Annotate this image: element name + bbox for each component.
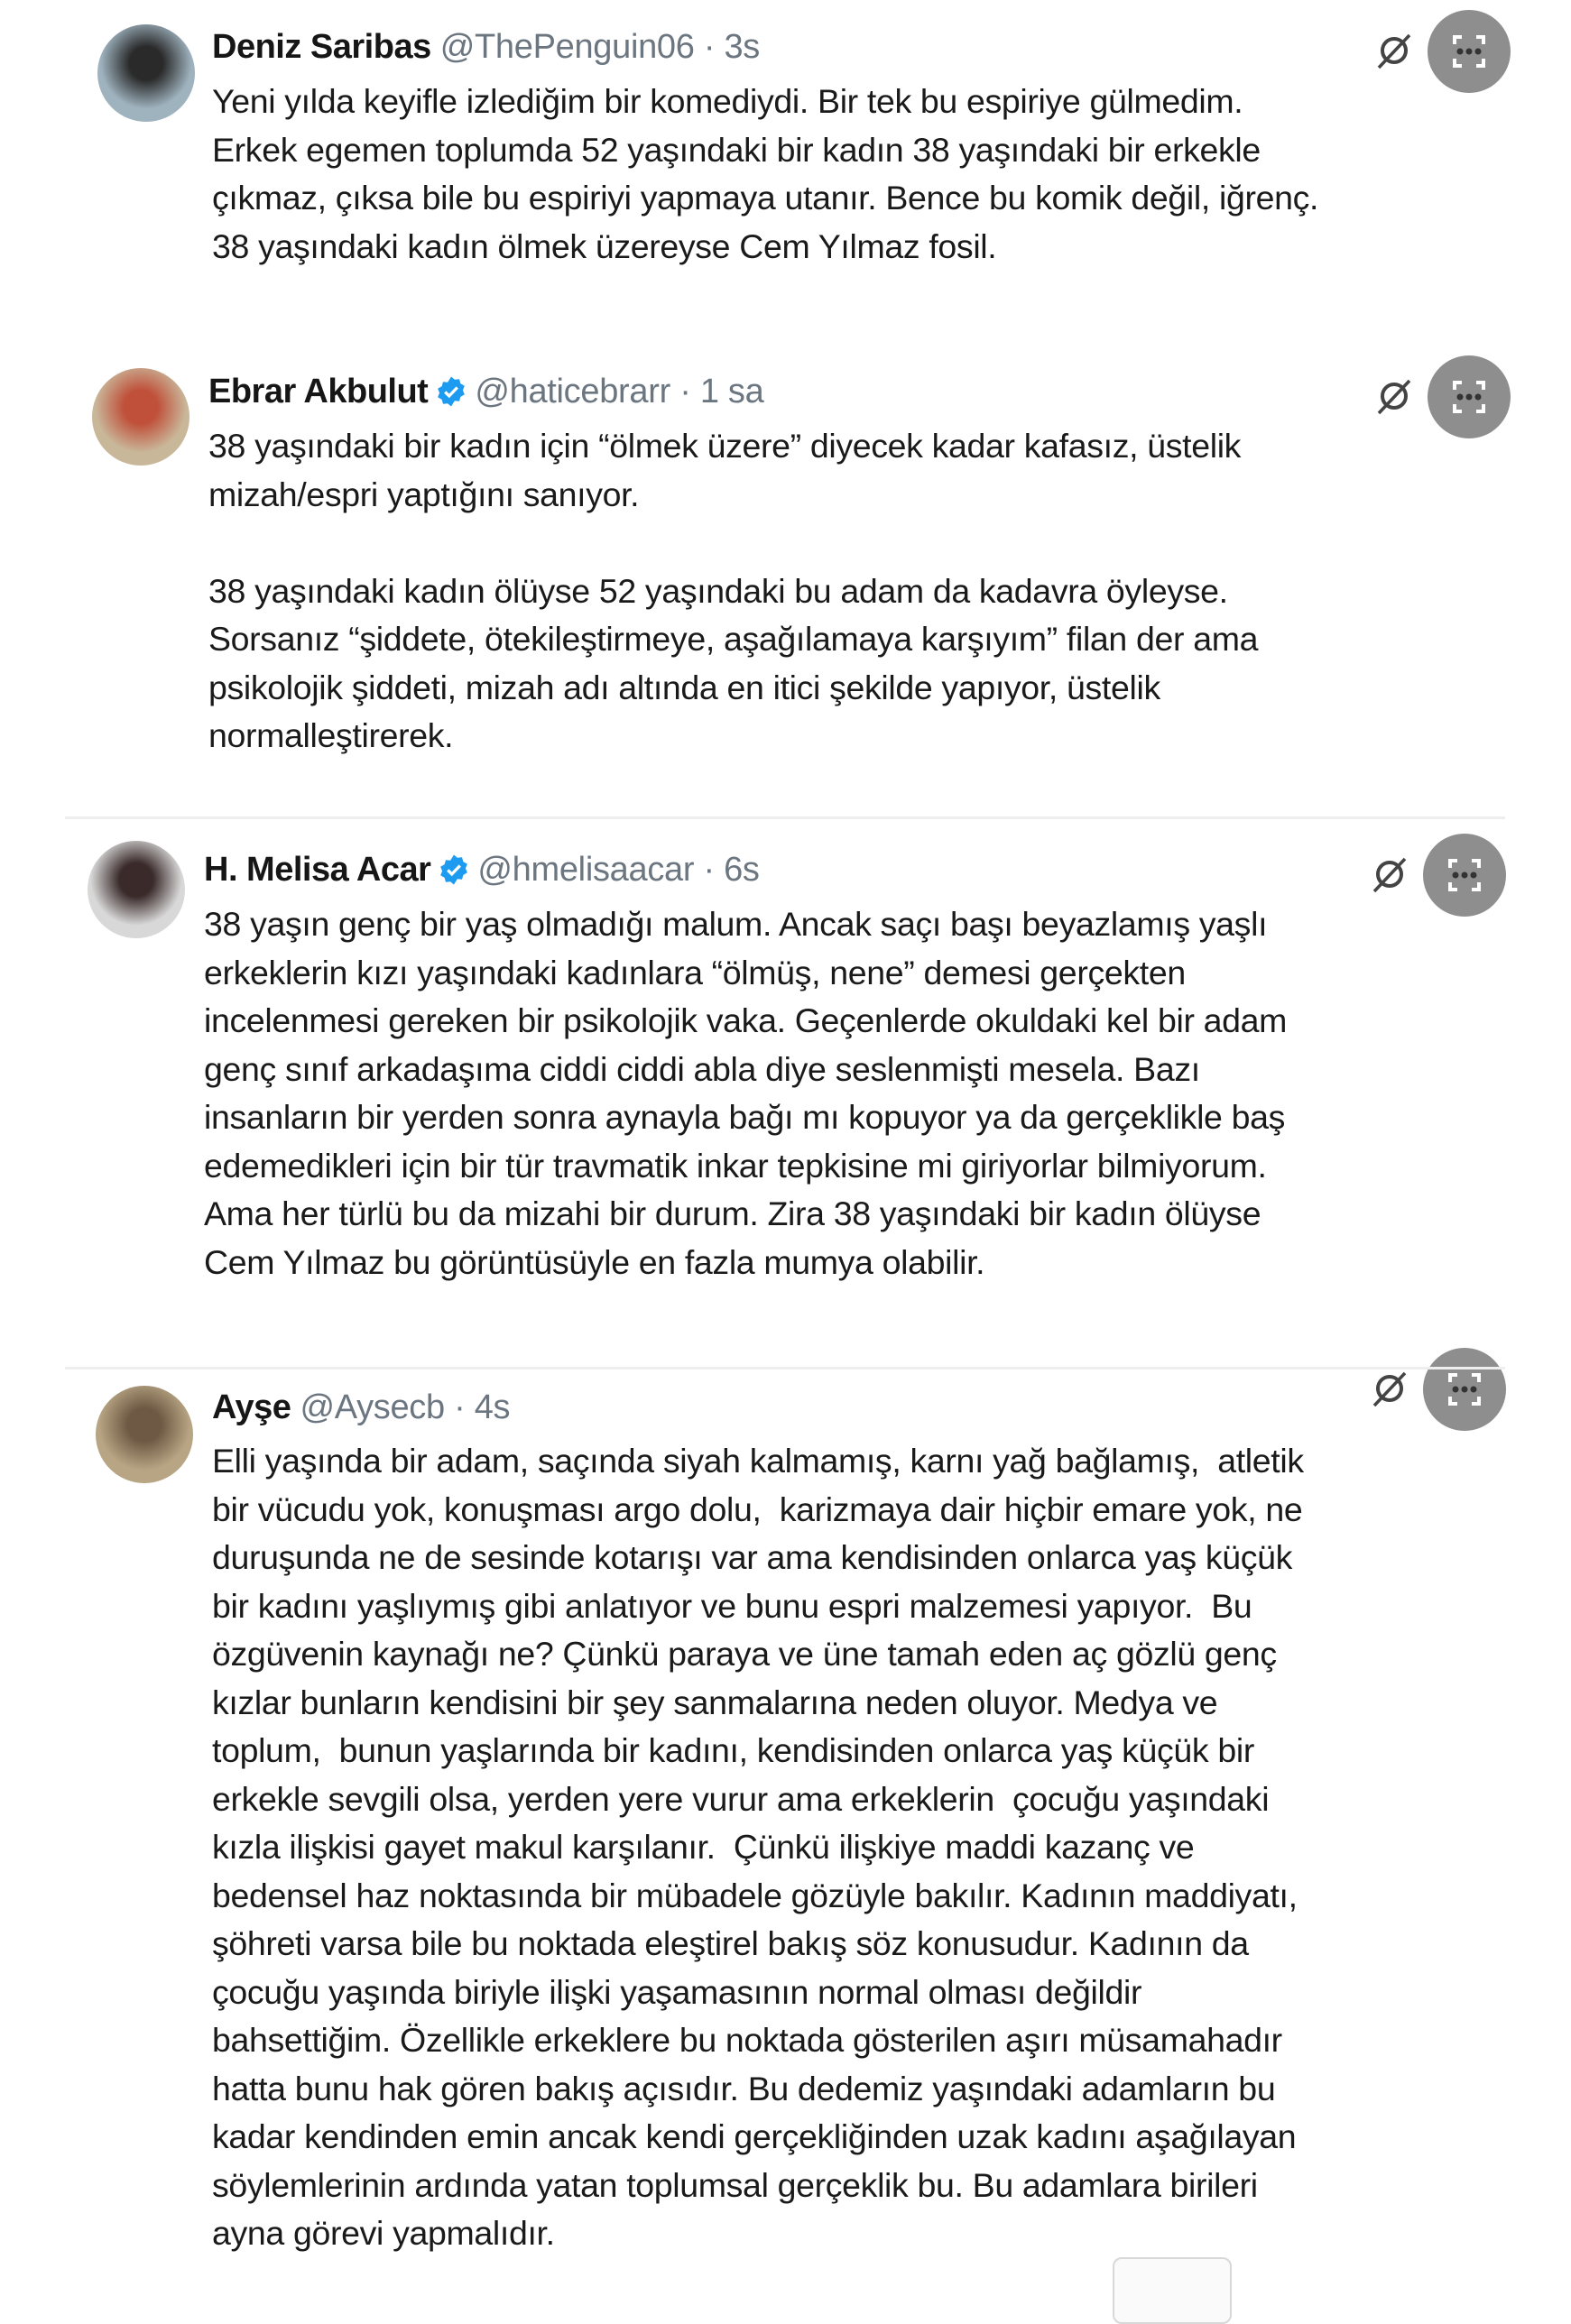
tweet-header [212,1388,510,1427]
tweet-text-line: 38 yaşın genç bir yaş olmadığı malum. Ancak saçı başı beyazlamış yaşlı [204,905,1268,943]
tweet-text-line: çocuğu yaşında biriyle ilişki yaşamasının normal olması değildir [212,1972,1142,2011]
tweet-header [212,27,760,67]
tweet-text-line: Sorsanız “şiddete, ötekileştirmeye, aşağılamaya karşıyım” filan der ama [208,620,1259,658]
more-options-button[interactable] [1423,834,1506,917]
handle-and-time[interactable]: @haticebrarr · 1 sa [475,373,764,410]
tweet-text-line: ayna görevi yapmalıdır. [212,2214,555,2252]
tweet-text-line: bir kadını yaşlıymış gibi anlatıyor ve bunu espri malzemesi yapıyor. Bu [212,1586,1252,1625]
handle-and-time[interactable]: @hmelisaacar · 6s [477,851,760,889]
display-name[interactable]: Ebrar Akbulut [208,373,429,410]
tweet-text-line: insanların bir yerden sonra aynayla bağı mı kopuyor ya da gerçeklikle baş [204,1098,1286,1136]
tweet-text-line: 38 yaşındaki bir kadın için “ölmek üzere” diyecek kadar kafasız, üstelik [208,427,1242,465]
tweet-text-line: şöhreti varsa bile bu noktada eleştirel bakış söz konusudur. Kadının da [212,1924,1249,1962]
tweet-text-line: duruşunda ne de sesinde kotarışı var ama kendisinden onlarca yaş küçük [212,1538,1293,1576]
avatar[interactable] [92,368,189,466]
tweet-text-line: çıkmaz, çıksa bile bu espiriyi yapmaya utanır. Bence bu komik değil, iğrenç. [212,179,1319,217]
grok-icon[interactable] [1367,852,1412,897]
avatar[interactable] [96,1386,193,1483]
handle-and-time[interactable]: @Aysecb · 4s [300,1388,511,1426]
more-icon [1437,848,1492,902]
handle-and-time[interactable]: @ThePenguin06 · 3s [439,28,761,66]
tweet-text-line: Erkek egemen toplumda 52 yaşındaki bir kadın 38 yaşındaki bir erkekle [212,130,1261,169]
grok-icon[interactable] [1372,374,1417,419]
tweet-text-line [208,519,1258,567]
tweet-text-line: bahsettiğim. Özellikle erkeklere bu noktada gösterilen aşırı müsamahadır [212,2021,1282,2059]
tweet-text-line: Elli yaşında bir adam, saçında siyah kalmamış, karnı yağ bağlamış, atletik [212,1442,1304,1480]
tweet-text [204,900,1287,1286]
tweet-text-line: 38 yaşındaki kadın ölüyse 52 yaşındaki bu adam da kadavra öyleyse. [208,571,1228,610]
tweet-header [204,850,760,890]
tweet-text-line: Ama her türlü bu da mizahi bir durum. Zira 38 yaşındaki bir kadın ölüyse [204,1194,1261,1232]
tweet-text-line: söylemlerinin ardında yatan toplumsal gerçeklik bu. Bu adamlara birileri [212,2165,1258,2204]
tweet-text-line: edemedikleri için bir tür travmatik inkar tepkisine mi giriyorlar bilmiyorum. [204,1146,1267,1185]
tweet-text-line: genç sınıf arkadaşıma ciddi ciddi abla diye seslenmişti mesela. Bazı [204,1049,1200,1088]
more-icon [1442,24,1496,78]
tweet-text-line: erkekle sevgili olsa, yerden yere vurur ama erkeklerin çocuğu yaşındaki [212,1779,1270,1818]
display-name[interactable]: Ayşe [212,1388,291,1426]
tweet-text [212,78,1318,271]
tweet-text-line: hatta bunu hak gören bakış açısıdır. Bu dedemiz yaşındaki adamların bu [212,2069,1276,2107]
tweet-text-line: 38 yaşındaki kadın ölmek üzereyse Cem Yılmaz fosil. [212,226,997,265]
grok-icon[interactable] [1372,28,1417,73]
tweet-text-line: incelenmesi gereken bir psikolojik vaka. Geçenlerde okuldaki kel bir adam [204,1001,1288,1039]
more-options-button[interactable] [1423,1348,1506,1431]
more-icon [1437,1362,1492,1416]
tweet-text-line: bir vücudu yok, konuşması argo dolu, karizmaya dair hiçbir emare yok, ne [212,1489,1303,1528]
tweet-text-line: normalleştirerek. [208,716,454,754]
tweet-text [212,1437,1304,2258]
tweet-text-line: psikolojik şiddeti, mizah adı altında en itici şekilde yapıyor, üstelik [208,668,1160,706]
tweet-text-line: kadar kendinden emin ancak kendi gerçekliğinden uzak kadını aşağılayan [212,2117,1297,2155]
more-icon [1442,370,1496,424]
more-options-button[interactable] [1428,10,1511,93]
display-name[interactable]: Deniz Saribas [212,28,431,66]
avatar[interactable] [88,841,185,938]
divider [65,816,1505,819]
more-options-button[interactable] [1428,355,1511,438]
divider [65,1367,1505,1370]
tweet-text-line: Cem Yılmaz bu görüntüsüyle en fazla mumya olabilir. [204,1242,985,1281]
tweet-text-line: erkeklerin kızı yaşındaki kadınlara “ölmüş, nene” demesi gerçekten [204,953,1186,991]
scroll-button[interactable] [1113,2257,1232,2324]
tweet-text-line: özgüvenin kaynağı ne? Çünkü paraya ve üne tamah eden aç gözlü genç [212,1635,1277,1673]
display-name[interactable]: H. Melisa Acar [204,851,431,889]
tweet-text-line: kızlar bunların kendisini bir şey sanmalarına neden oluyor. Medya ve [212,1683,1218,1721]
avatar[interactable] [97,24,195,122]
verified-badge-icon [438,853,470,886]
verified-badge-icon [435,375,467,408]
tweet-text [208,422,1258,761]
grok-icon[interactable] [1367,1366,1412,1411]
tweet-header [208,372,763,411]
tweet-text-line: bedensel haz noktasında bir mübadele gözüyle bakılır. Kadının maddiyatı, [212,1876,1298,1914]
tweet-text-line: kızla ilişkisi gayet makul karşılanır. Çünkü ilişkiye maddi kazanç ve [212,1828,1195,1866]
tweet-text-line: Yeni yılda keyifle izlediğim bir komediydi. Bir tek bu espiriye gülmedim. [212,82,1243,120]
tweet-text-line: mizah/espri yaptığını sanıyor. [208,475,640,513]
tweet-text-line: toplum, bunun yaşlarında bir kadını, kendisinden onlarca yaş küçük bir [212,1731,1254,1769]
